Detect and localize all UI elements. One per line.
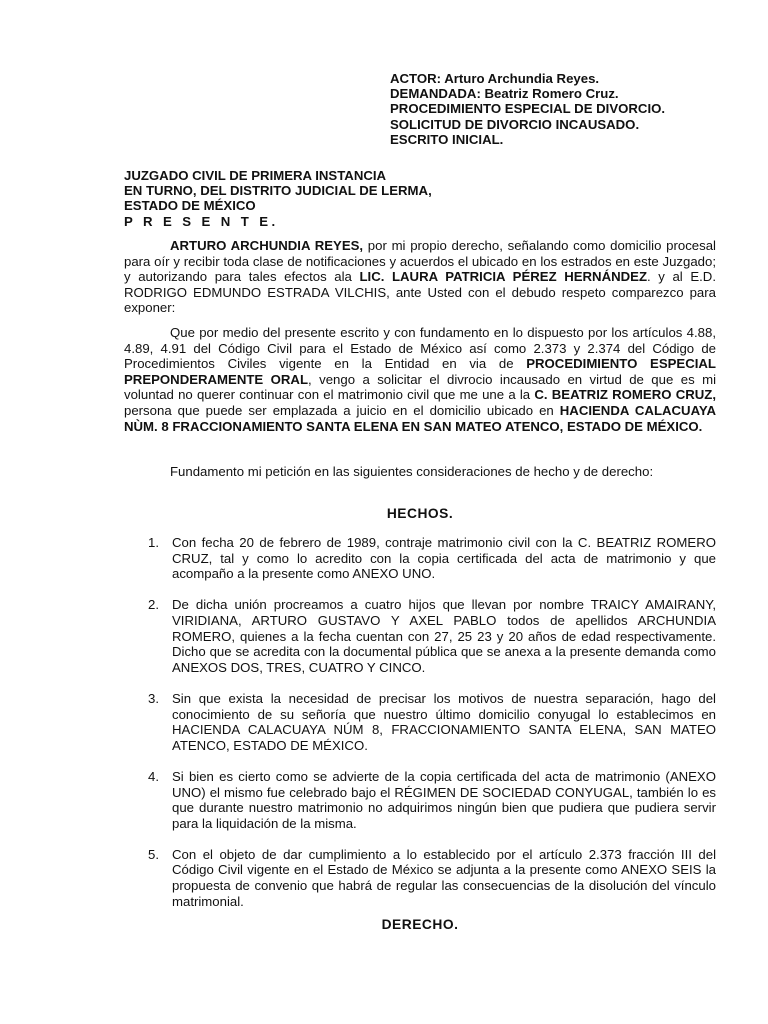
hechos-heading: HECHOS. (386, 506, 454, 521)
item-number: 2. (148, 597, 159, 613)
actor-line: ACTOR: Arturo Archundia Reyes. (390, 71, 600, 86)
court-line-3: ESTADO DE MÉXICO (124, 198, 256, 214)
lawyer-name: LIC. LAURA PATRICIA PÉREZ HERNÁNDEZ (359, 269, 648, 285)
list-item (124, 597, 716, 675)
demandada-line: DEMANDADA: Beatriz Romero Cruz. (390, 86, 619, 102)
item-text: Con fecha 20 de febrero de 1989, contraje matrimonio civil con la C. BEATRIZ ROMERO CRUZ, tal y como lo acredito con la copia certificada del acta de matrimonio y que acompaño a la presente como ANEXO UNO. (172, 535, 716, 582)
court-line-2: EN TURNO, DEL DISTRITO JUDICIAL DE LERMA, (124, 183, 432, 199)
item-text: Si bien es cierto como se advierte de la copia certificada del acta de matrimonio (ANEXO UNO) el mismo fue celebrado bajo el RÉGIMEN DE SOCIEDAD CONYUGAL, también lo es que durante nuestro matrimonio no adquirimos ningún bien que pudiera que pudiera servir para la liquidación de la misma. (172, 768, 716, 831)
procedure-name: PROCEDIMIENTO ESPECIAL PREPONDERAMENTE ORAL (124, 356, 716, 387)
paragraph-fundamento: Fundamento mi petición en las siguientes consideraciones de hecho y de derecho: (170, 464, 654, 479)
item-number: 4. (148, 768, 159, 784)
list-item (124, 691, 716, 753)
case-header (390, 71, 750, 147)
item-text: De dicha unión procreamos a cuatro hijos que llevan por nombre TRAICY AMAIRANY, VIRIDIANA, ARTURO GUSTAVO Y AXEL PABLO todos de apellidos ARCHUNDIA ROMERO, quienes a la fecha cuentan con 27, 25 23 y 20 años de edad respectivamente. Dicho que se acredita con la documental pública que se anexa a la presente demanda como ANEXOS DOS, TRES, CUATRO Y CINCO. (172, 597, 716, 675)
hechos-list (124, 535, 716, 909)
list-item (124, 847, 716, 909)
item-text: Sin que exista la necesidad de precisar los motivos de nuestra separación, hago del conocimiento de su señoría que nuestro último domicilio conyugal lo establecimos en HACIENDA CALACUAYA NÚM 8, FRACCIONAMIENTO SANTA ELENA, SAN MATEO ATENCO, ESTADO DE MÉXICO. (172, 690, 716, 753)
paragraph-petition: Que por medio del presente escrito y con fundamento en lo dispuesto por los artículos 4.88, 4.89, 4.91 del Código Civil para el Estado de México así como 2.373 y 2.374 del Código de Procedimientos Civiles vigente en la Entidad en via de PROCEDIMIENTO ESPECIAL PREPONDERAMENTE ORAL, vengo a solicitar el divrocio incausado en virtud de que es mi voluntad no querer continuar con el matrimonio civil que me une a la C. BEATRIZ ROMERO CRUZ, persona que puede ser emplazada a juicio en el domicilio ubicado en HACIENDA CALACUAYA NÙM. 8 FRACCIONAMIENTO SANTA ELENA EN SAN MATEO ATENCO, ESTADO DE MÉXICO. (124, 325, 717, 434)
solicitud-line: SOLICITUD DE DIVORCIO INCAUSADO. (390, 116, 640, 132)
item-number: 5. (148, 846, 159, 862)
court-line-4: P R E S E N T E. (124, 213, 279, 229)
court-address (124, 168, 724, 229)
procedimiento-line: PROCEDIMIENTO ESPECIAL DE DIVORCIO. (390, 101, 666, 117)
escrito-line: ESCRITO INICIAL. (390, 131, 504, 147)
item-number: 3. (148, 690, 159, 706)
item-number: 1. (148, 535, 159, 550)
list-item (124, 535, 716, 582)
paragraph-intro: ARTURO ARCHUNDIA REYES, por mi propio derecho, señalando como domicilio procesal para oír y recibir toda clase de notificaciones y acuerdos el ubicado en los estrados en este Juzgado; y autorizando para tales efectos ala LIC. LAURA PATRICIA PÉREZ HERNÁNDEZ. y al E.D. RODRIGO EDMUNDO ESTRADA VILCHIS, ante Usted con el debudo respeto comparezco para exponer: (124, 238, 716, 316)
spouse-name: C. BEATRIZ ROMERO CRUZ, (534, 387, 716, 403)
list-item (124, 769, 716, 831)
court-line-1: JUZGADO CIVIL DE PRIMERA INSTANCIA (124, 168, 387, 183)
spouse-address: HACIENDA CALACUAYA NÙM. 8 FRACCIONAMIENTO SANTA ELENA EN SAN MATEO ATENCO, ESTADO DE MÉXICO. (124, 402, 716, 434)
item-text: Con el objeto de dar cumplimiento a lo establecido por el artículo 2.373 fracción III del Código Civil vigente en el Estado de México se adjunta a la presente como ANEXO SEIS la propuesta de convenio que habrá de regular las consecuencias de la disolución del vínculo matrimonial. (172, 846, 716, 909)
plaintiff-name: ARTURO ARCHUNDIA REYES, (170, 238, 364, 253)
derecho-heading: DERECHO. (381, 917, 459, 932)
